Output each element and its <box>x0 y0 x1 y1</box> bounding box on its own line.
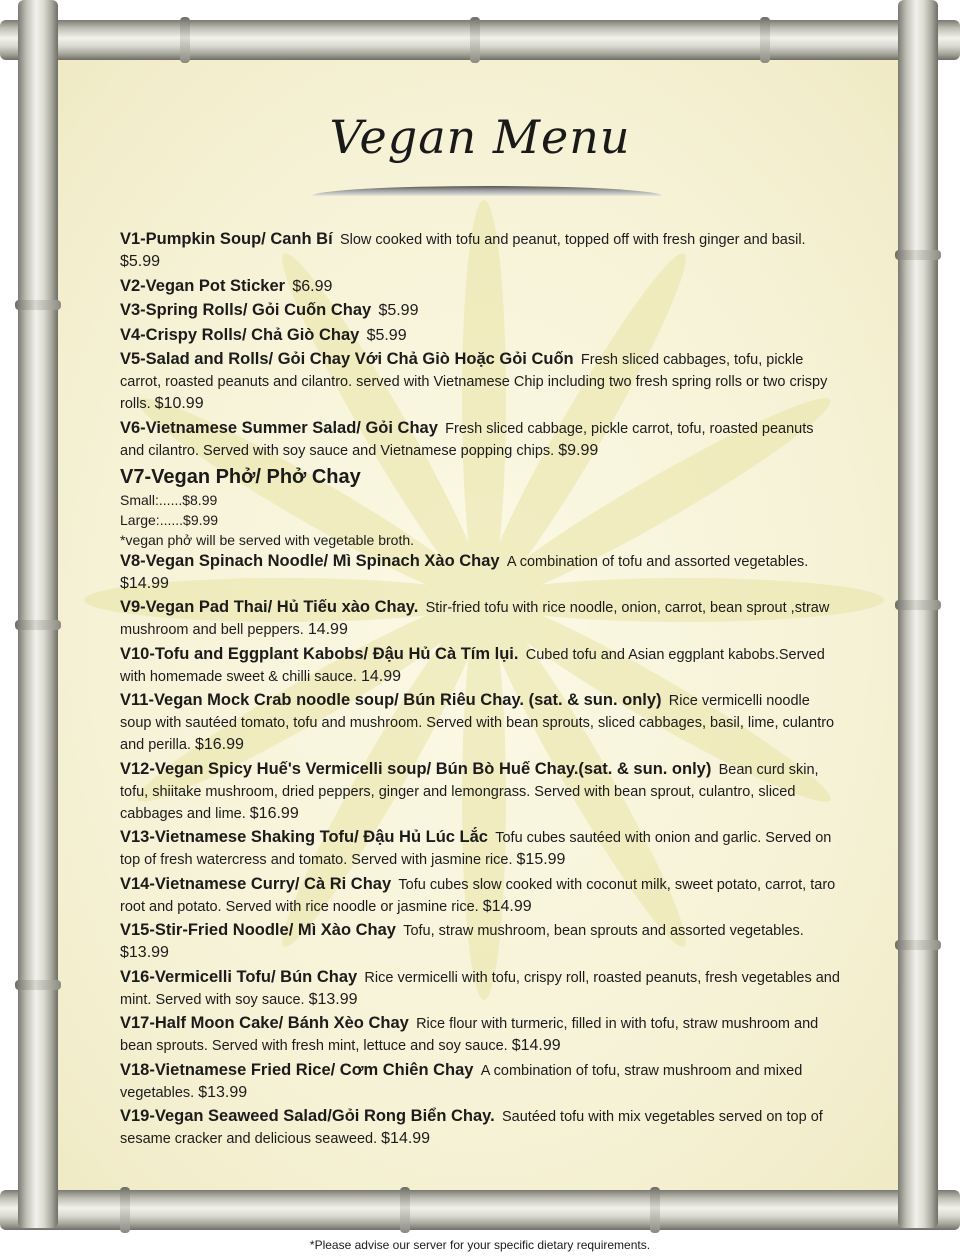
menu-item-description: Rice vermicelli with tofu, crispy roll, roasted peanuts, fresh vegetables and mint. Served with soy sauce. <box>120 969 840 1008</box>
menu-item-name: V15-Stir-Fried Noodle/ Mì Xào Chay <box>120 921 396 939</box>
menu-item-price: $16.99 <box>249 804 299 822</box>
menu-item-price: $5.99 <box>366 326 407 344</box>
menu-item-price: 14.99 <box>360 667 402 685</box>
menu-item-name: V17-Half Moon Cake/ Bánh Xèo Chay <box>120 1014 409 1032</box>
menu-item-name: V6-Vietnamese Summer Salad/ Gỏi Chay <box>120 418 438 437</box>
menu-item-description: Fresh sliced cabbage, pickle carrot, tofu, roasted peanuts and cilantro. Served with soy sauce and Vietnamese popping chips. <box>120 420 814 459</box>
menu-item <box>120 826 840 871</box>
menu-item-price: 14.99 <box>307 621 348 638</box>
bamboo-bottom <box>0 1190 960 1230</box>
menu-item <box>120 228 840 273</box>
menu-item-description: A combination of tofu and assorted vegetables. <box>506 553 809 570</box>
menu-item-price: $14.99 <box>120 574 169 592</box>
menu-item-price: $16.99 <box>194 736 244 753</box>
menu-item-name: V2-Vegan Pot Sticker <box>120 276 286 295</box>
pho-block <box>120 464 840 550</box>
menu-item <box>120 1059 840 1104</box>
pho-large-price: Large:......$9.99 <box>120 511 219 528</box>
menu-item-description: Bean curd skin, tofu, shiitake mushroom, dried peppers, ginger and lemongrass. Served with bean sprout, culantro, sliced cabbages and lime. <box>120 761 819 822</box>
pho-note: *vegan phở will be served with vegetable broth. <box>120 531 415 548</box>
menu-item-name: V5-Salad and Rolls/ Gỏi Chay Với Chả Giò Hoặc Gỏi Cuốn <box>120 350 574 368</box>
menu-item <box>120 275 840 298</box>
menu-item-price: $5.99 <box>120 253 161 270</box>
menu-item-price: $15.99 <box>516 851 566 868</box>
menu-item-description: Slow cooked with tofu and peanut, topped off with fresh ginger and basil. <box>339 232 806 248</box>
menu-item-name: V4-Crispy Rolls/ Chả Giò Chay <box>120 325 360 344</box>
menu-item-price: $14.99 <box>482 897 532 915</box>
menu-item-description: Sautéed tofu with mix vegetables served on top of sesame cracker and delicious seaweed. <box>120 1109 823 1147</box>
menu-item-name: V16-Vermicelli Tofu/ Bún Chay <box>120 967 358 986</box>
menu-item-description: Fresh sliced cabbages, tofu, pickle carrot, roasted peanuts and cilantro. served with Vietnamese Chip including two fresh spring rolls or two crispy rolls. <box>120 352 828 412</box>
menu-item <box>120 1105 840 1150</box>
menu-item <box>120 689 840 756</box>
menu-item <box>120 324 840 347</box>
menu-item-price: $14.99 <box>381 1130 431 1147</box>
menu-item-name: V10-Tofu and Eggplant Kabobs/ Đậu Hủ Cà Tím lụi. <box>120 644 519 663</box>
menu-item-description: Tofu cubes sautéed with onion and garlic. Served on top of fresh watercress and tomato. Served with jasmine rice. <box>120 830 832 868</box>
menu-item-name: V13-Vietnamese Shaking Tofu/ Đậu Hủ Lúc Lắc <box>120 828 488 846</box>
menu-item-price: $10.99 <box>154 395 204 412</box>
menu-item-description: A combination of tofu, straw mushroom and mixed vegetables. <box>120 1062 803 1101</box>
menu-item <box>120 348 840 415</box>
menu-item-description: Rice vermicelli noodle soup with sautéed tomato, tofu and mushroom. Served with bean sprouts, sliced cabbages, basil, lime, culantro and perilla. <box>120 693 835 753</box>
menu-item-name: V18-Vietnamese Fried Rice/ Cơm Chiên Chay <box>120 1060 474 1079</box>
menu-item-description: Stir-fried tofu with rice noodle, onion, carrot, bean sprout ,straw mushroom and bell peppers. <box>120 600 830 638</box>
page-title: Vegan Menu <box>329 110 631 164</box>
menu-item <box>120 643 840 688</box>
menu-item <box>120 758 840 825</box>
menu-item-price: $13.99 <box>308 990 358 1008</box>
menu-item-name: V9-Vegan Pad Thai/ Hủ Tiếu xào Chay. <box>120 598 419 616</box>
menu-item-name: V3-Spring Rolls/ Gỏi Cuốn Chay <box>120 301 372 319</box>
menu-item-price: $14.99 <box>511 1037 561 1054</box>
menu-item-description: Cubed tofu and Asian eggplant kabobs.Served with homemade sweet & chilli sauce. <box>120 646 825 685</box>
menu-list <box>120 228 840 1152</box>
menu-item-price: $13.99 <box>120 944 169 961</box>
menu-item-name: V19-Vegan Seaweed Salad/Gỏi Rong Biển Chay. <box>120 1107 495 1125</box>
menu-item-price: $6.99 <box>292 277 333 295</box>
dietary-footer-note: *Please advise our server for your specific dietary requirements. <box>309 1238 651 1252</box>
menu-item-name: V12-Vegan Spicy Huế's Vermicelli soup/ Bún Bò Huế Chay.(sat. & sun. only) <box>120 759 712 778</box>
bamboo-left <box>18 0 58 1228</box>
menu-item-price: $13.99 <box>198 1083 248 1101</box>
menu-item-name: V14-Vietnamese Curry/ Cà Ri Chay <box>120 874 392 893</box>
menu-item <box>120 873 840 918</box>
menu-items-bottom <box>120 550 840 1151</box>
bamboo-top <box>0 20 960 60</box>
menu-item <box>120 299 840 322</box>
menu-item-price: $5.99 <box>378 302 419 319</box>
menu-item <box>120 966 840 1011</box>
menu-item <box>120 919 840 964</box>
menu-item-name: V1-Pumpkin Soup/ Canh Bí <box>120 230 333 248</box>
menu-item-description: Rice flour with turmeric, filled in with tofu, straw mushroom and bean sprouts. Served with fresh mint, lettuce and soy sauce. <box>120 1016 819 1054</box>
menu-item-price: $9.99 <box>558 441 599 459</box>
menu-item <box>120 1012 840 1057</box>
bamboo-right <box>898 0 938 1228</box>
pho-title: V7-Vegan Phở/ Phở Chay <box>120 465 361 488</box>
menu-item <box>120 417 840 462</box>
menu-item-name: V8-Vegan Spinach Noodle/ Mì Spinach Xào Chay <box>120 551 500 570</box>
menu-item-description: Tofu, straw mushroom, bean sprouts and assorted vegetables. <box>403 923 804 939</box>
menu-item-name: V11-Vegan Mock Crab noodle soup/ Bún Riêu Chay. (sat. & sun. only) <box>120 691 662 709</box>
menu-item <box>120 550 840 595</box>
pho-small-price: Small:......$8.99 <box>120 491 218 508</box>
menu-items-top <box>120 228 840 462</box>
menu-item-description: Tofu cubes slow cooked with coconut milk, sweet potato, carrot, taro root and potato. Served with rice noodle or jasmine rice. <box>120 876 836 915</box>
menu-item <box>120 596 840 641</box>
